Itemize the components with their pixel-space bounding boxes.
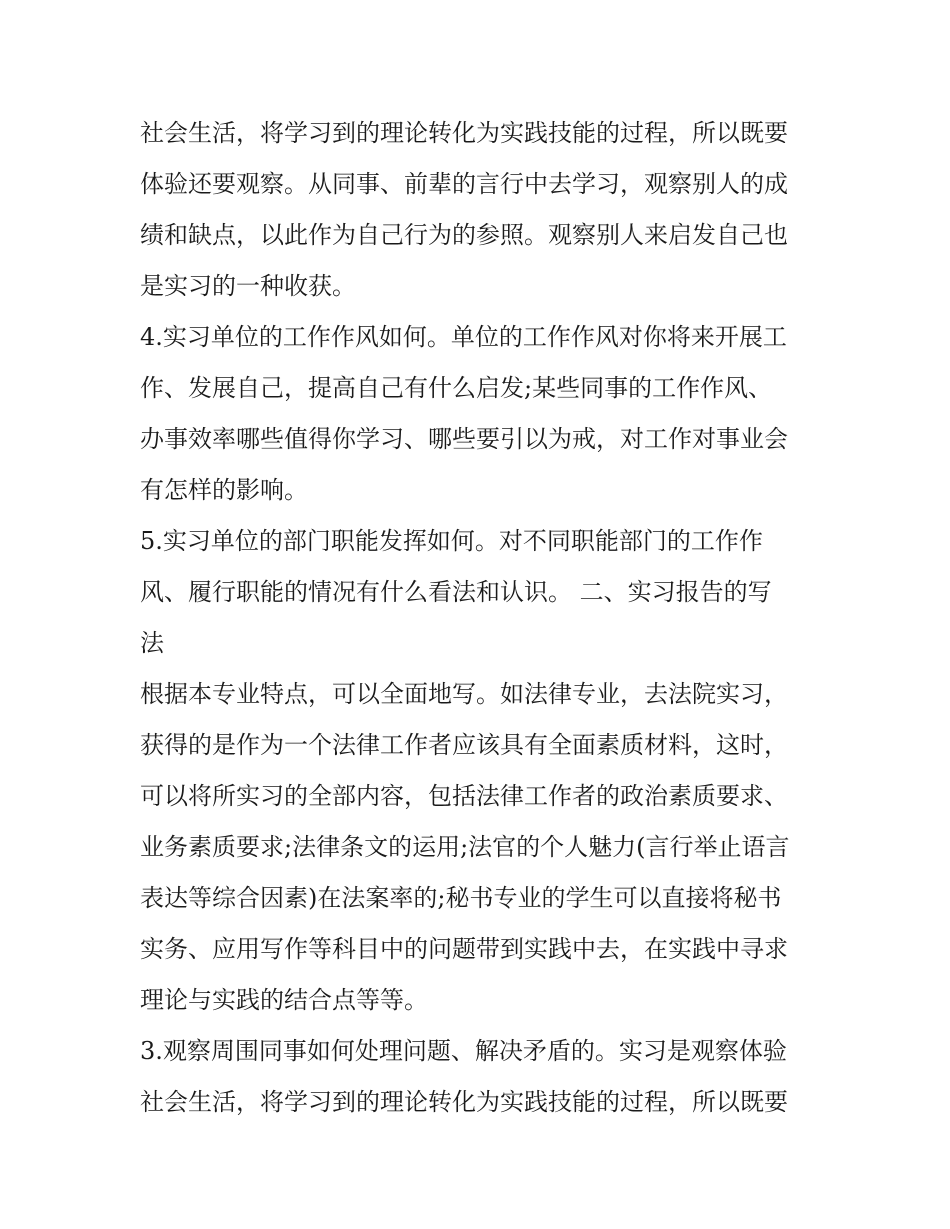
text-line: 5.实习单位的部门职能发挥如何。对不同职能部门的工作作: [140, 527, 763, 555]
text-line: 作、发展自己，提高自己有什么启发;某些同事的工作作风、: [140, 374, 773, 402]
text-line: 表达等综合因素)在法案率的;秘书专业的学生可以直接将秘书: [140, 884, 782, 912]
text-line: 社会生活，将学习到的理论转化为实践技能的过程，所以既要: [140, 1088, 788, 1116]
text-line: 业务素质要求;法律条文的运用;法官的个人魅力(言行举止语言: [140, 833, 790, 861]
text-line: 实务、应用写作等科目中的问题带到实践中去，在实践中寻求: [140, 935, 788, 963]
text-line: 4.实习单位的工作作风如何。单位的工作作风对你将来开展工: [140, 323, 787, 351]
document-body: [140, 108, 840, 1128]
text-line: 有怎样的影响。: [140, 476, 308, 504]
text-line: 根据本专业特点，可以全面地写。如法律专业，去法院实习，: [140, 680, 788, 708]
text-line: 理论与实践的结合点等等。: [140, 986, 428, 1014]
text-line: 法: [140, 629, 164, 657]
text-line: 是实习的一种收获。: [140, 272, 356, 300]
text-line: 风、履行职能的情况有什么看法和认识。 二、实习报告的写: [140, 578, 772, 606]
text-line: 可以将所实习的全部内容，包括法律工作者的政治素质要求、: [140, 782, 788, 810]
text-line: 办事效率哪些值得你学习、哪些要引以为戒，对工作对事业会: [140, 425, 788, 453]
text-line: 社会生活，将学习到的理论转化为实践技能的过程，所以既要: [140, 119, 788, 147]
text-line: 获得的是作为一个法律工作者应该具有全面素质材料，这时，: [140, 731, 788, 759]
text-line: 3.观察周围同事如何处理问题、解决矛盾的。实习是观察体验: [140, 1037, 787, 1065]
text-line: 绩和缺点，以此作为自己行为的参照。观察别人来启发自己也: [140, 221, 788, 249]
text-line: 体验还要观察。从同事、前辈的言行中去学习，观察别人的成: [140, 170, 788, 198]
